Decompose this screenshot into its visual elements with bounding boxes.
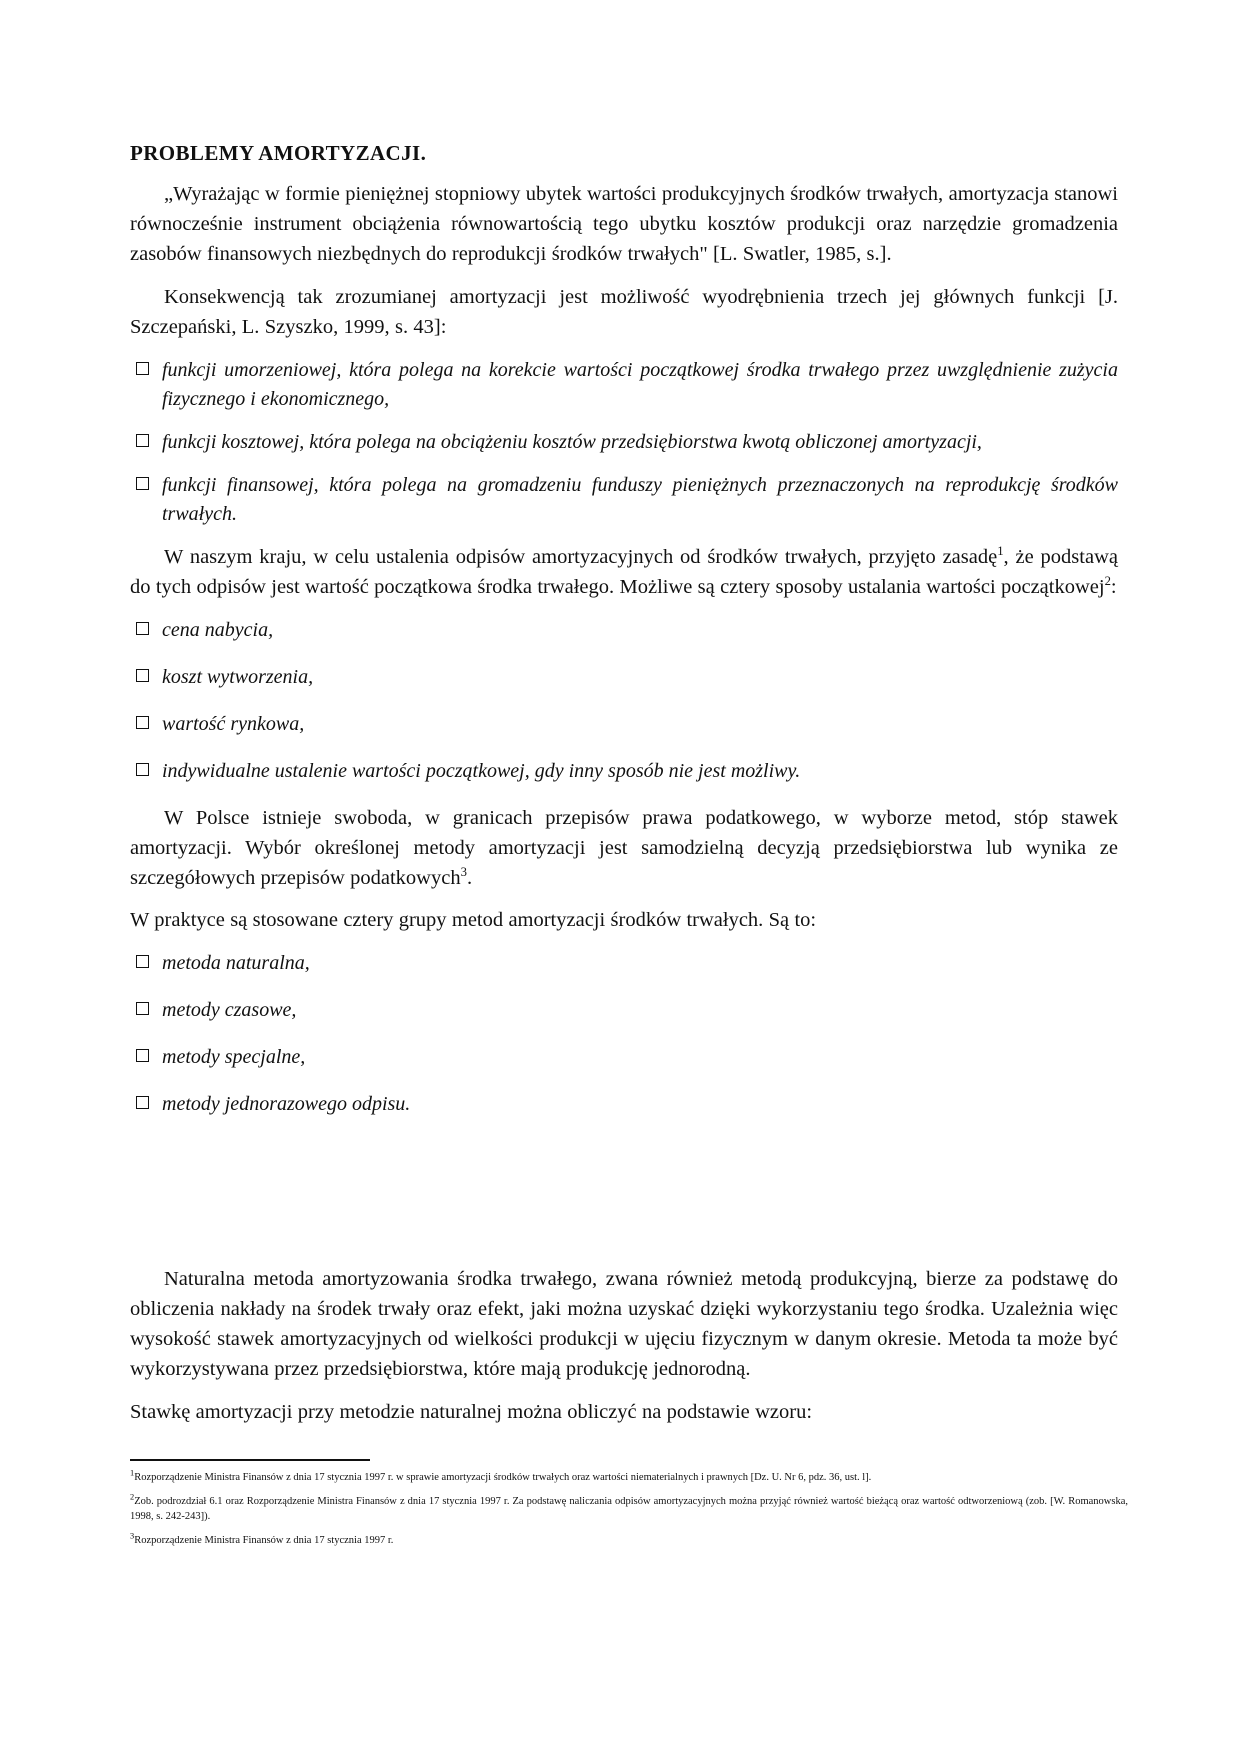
list-item-label: wartość rynkowa, <box>162 712 305 735</box>
checkbox-icon <box>136 477 149 490</box>
checkbox-icon <box>136 1096 149 1109</box>
methods-list <box>130 949 1118 1119</box>
paragraph-practice: W praktyce są stosowane cztery grupy metod amortyzacji środków trwałych. Są to: <box>130 909 817 932</box>
checkbox-icon <box>136 669 149 682</box>
list-item <box>130 616 1118 645</box>
footnote-marker-2: 2 <box>1104 573 1111 588</box>
list-item <box>130 949 1118 978</box>
footnote-text: Rozporządzenie Ministra Finansów z dnia 17 stycznia 1997 r. w sprawie amortyzacji środków trwałych oraz wartości niematerialnych i prawnych [Dz. U. Nr 6, pdz. 36, ust. l]. <box>134 1472 872 1484</box>
page-title: PROBLEMY AMORTYZACJI. <box>130 141 427 165</box>
list-item <box>130 1090 1118 1119</box>
poland-part-a: W Polsce istnieje swoboda, w granicach przepisów prawa podatkowego, w wyborze metod, stóp stawek amortyzacji. Wybór określonej metody amortyzacji jest samodzielną decyzją przedsiębiorstwa lub wynika ze szczegółowych przepisów podatkowych <box>130 806 1118 889</box>
list-item <box>130 996 1118 1025</box>
list-item-label: metody specjalne, <box>162 1046 306 1069</box>
initial-value-list <box>130 616 1118 786</box>
intro-part-c: : <box>1110 575 1117 598</box>
checkbox-icon <box>136 716 149 729</box>
checkbox-icon <box>136 622 149 635</box>
section-spacer <box>130 1137 1118 1265</box>
list-item <box>130 710 1118 739</box>
paragraph-natural-method: Naturalna metoda amortyzowania środka trwałego, zwana również metodą produkcyjną, bierze za podstawę do obliczenia nakłady na środek trwały oraz efekt, jaki można uzyskać dzięki wykorzystaniu tego środka. Uzależnia więc wysokość stawek amortyzacyjnych od wielkości produkcji w ujęciu fizycznym w danym okresie. Metoda ta może być wykorzystywana przez przedsiębiorstwa, które mają produkcję jednorodną. <box>130 1268 1118 1381</box>
paragraph-rate-formula-intro: Stawkę amortyzacji przy metodzie naturalnej można obliczyć na podstawie wzoru: <box>130 1401 813 1424</box>
footnote-marker-1: 1 <box>997 544 1004 559</box>
list-item <box>130 1043 1118 1072</box>
list-item-label: funkcji umorzeniowej, która polega na korekcie wartości początkowej środka trwałego przez uwzględnienie zużycia fizycznego i ekonomicznego, <box>162 358 1118 410</box>
footnote-item <box>130 1468 1128 1486</box>
list-item-label: funkcji finansowej, która polega na gromadzeniu funduszy pieniężnych przeznaczonych na reprodukcję środków trwałych. <box>162 473 1118 525</box>
footnote-text: Zob. podrozdział 6.1 oraz Rozporządzenie Ministra Finansów z dnia 17 stycznia 1997 r. Za podstawę naliczania odpisów amortyzacyjnych można przyjąć również wartość bieżącą oraz wartość odtworzeniową (zob. [W. Romanowska, 1998, s. 242-243]). <box>130 1496 1128 1523</box>
functions-list <box>130 356 1118 529</box>
list-item <box>130 471 1118 529</box>
checkbox-icon <box>136 955 149 968</box>
list-item-label: metoda naturalna, <box>162 952 310 975</box>
footnote-number: 2 <box>130 1492 135 1502</box>
footnote-text: Rozporządzenie Ministra Finansów z dnia 17 stycznia 1997 r. <box>134 1535 394 1547</box>
list-item <box>130 663 1118 692</box>
list-item <box>130 428 1118 457</box>
list-item <box>130 356 1118 414</box>
footnote-item <box>130 1531 1128 1549</box>
footnote-number: 1 <box>130 1468 135 1478</box>
paragraph-poland <box>130 804 1118 894</box>
list-item-label: koszt wytworzenia, <box>162 665 314 688</box>
list-item-label: cena nabycia, <box>162 618 274 641</box>
list-item-label: indywidualne ustalenie wartości początkowej, gdy inny sposób nie jest możliwy. <box>162 759 801 782</box>
intro-part-b: , że podstawą do tych odpisów jest wartość początkowa środka trwałego. Możliwe są cztery sposoby ustalania wartości początkowej <box>130 545 1118 598</box>
intro-part-a: W naszym kraju, w celu ustalenia odpisów amortyzacyjnych od środków trwałych, przyjęto zasadę <box>164 545 998 568</box>
paragraph-initial-value-intro <box>130 543 1118 603</box>
checkbox-icon <box>136 763 149 776</box>
footnote-number: 3 <box>130 1531 135 1541</box>
footnote-area <box>130 1459 1128 1558</box>
checkbox-icon <box>136 362 149 375</box>
checkbox-icon <box>136 1049 149 1062</box>
footnote-separator <box>130 1459 370 1461</box>
list-item-label: metody jednorazowego odpisu. <box>162 1093 411 1116</box>
list-item-label: funkcji kosztowej, która polega na obciążeniu kosztów przedsiębiorstwa kwotą obliczonej amortyzacji, <box>162 430 982 453</box>
checkbox-icon <box>136 1002 149 1015</box>
paragraph-consequence: Konsekwencją tak zrozumianej amortyzacji jest możliwość wyodrębnienia trzech jej głównych funkcji [J. Szczepański, L. Szyszko, 1999, s. 43]: <box>130 286 1118 338</box>
footnote-marker-3: 3 <box>460 864 467 879</box>
checkbox-icon <box>136 434 149 447</box>
paragraph-quote: „Wyrażając w formie pieniężnej stopniowy ubytek wartości produkcyjnych środków trwałych, amortyzacja stanowi równocześnie instrument obciążenia równowartością tego ubytku kosztów produkcji oraz narzędzie gromadzenia zasobów finansowych niezbędnych do reprodukcji środków trwałych" [L. Swatler, 1985, s.]. <box>130 183 1118 266</box>
poland-part-b: . <box>466 866 473 889</box>
footnote-item <box>130 1492 1128 1525</box>
list-item <box>130 757 1118 786</box>
list-item-label: metody czasowe, <box>162 999 297 1022</box>
